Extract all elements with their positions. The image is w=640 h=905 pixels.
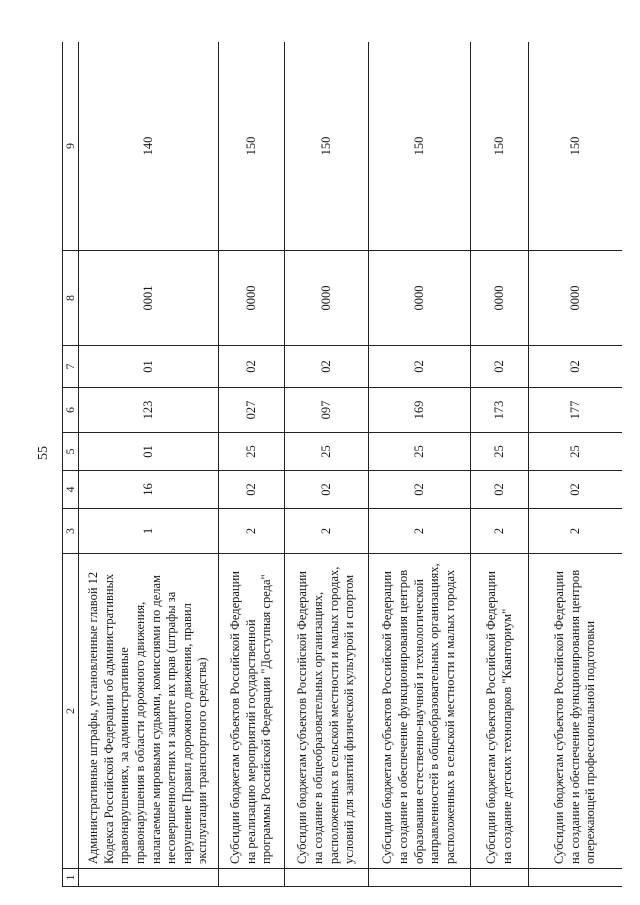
table-row — [471, 42, 529, 887]
table-row — [369, 42, 471, 887]
cell-col-9: 150 — [285, 42, 369, 251]
header-col-7: 7 — [63, 346, 79, 388]
cell-col-8: 0000 — [219, 251, 285, 346]
header-col-2: 2 — [63, 554, 79, 869]
cell-col-1 — [285, 869, 369, 887]
table-row — [219, 42, 285, 887]
header-col-4: 4 — [63, 471, 79, 509]
cell-col-7: 02 — [471, 346, 529, 388]
cell-col-8: 0000 — [369, 251, 471, 346]
cell-col-3: 2 — [529, 509, 623, 554]
cell-col-6: 097 — [285, 388, 369, 433]
cell-name: Субсидии бюджетам субъектов Российской Федерации на создание в общеобразовательных организациях, расположенных в сельской местности и малых городах, условий для занятий физической культурой и спортом — [285, 554, 369, 869]
cell-col-9: 150 — [471, 42, 529, 251]
table-row — [79, 42, 219, 887]
cell-name: Субсидии бюджетам субъектов Российской Федерации на создание и обеспечение функционирования центров опережающей профессиональной подготовки — [529, 554, 623, 869]
table-body — [79, 42, 623, 887]
cell-col-4: 02 — [285, 471, 369, 509]
cell-col-6: 173 — [471, 388, 529, 433]
header-col-6: 6 — [63, 388, 79, 433]
cell-name: Субсидии бюджетам субъектов Российской Федерации на создание и обеспечение функционирования центров образования естественно-научной и технологической направленностей в общеобразовательных организациях, расположенных в сельской местности и малых городах — [369, 554, 471, 869]
cell-col-8: 0001 — [79, 251, 219, 346]
cell-col-1 — [529, 869, 623, 887]
cell-col-4: 02 — [471, 471, 529, 509]
cell-col-9: 140 — [79, 42, 219, 251]
cell-col-6: 169 — [369, 388, 471, 433]
cell-col-7: 02 — [219, 346, 285, 388]
cell-col-8: 0000 — [529, 251, 623, 346]
cell-col-6: 027 — [219, 388, 285, 433]
table-row — [285, 42, 369, 887]
header-col-3: 3 — [63, 509, 79, 554]
cell-col-5: 25 — [219, 433, 285, 471]
page-number: 55 — [36, 446, 51, 460]
cell-col-5: 25 — [285, 433, 369, 471]
cell-col-3: 2 — [285, 509, 369, 554]
cell-col-3: 2 — [219, 509, 285, 554]
cell-col-7: 02 — [285, 346, 369, 388]
cell-col-1 — [369, 869, 471, 887]
cell-col-9: 150 — [369, 42, 471, 251]
cell-col-9: 150 — [529, 42, 623, 251]
cell-col-5: 25 — [529, 433, 623, 471]
budget-codes-table — [62, 42, 622, 887]
cell-name: Субсидии бюджетам субъектов Российской Федерации на создание детских технопарков "Кванториум" — [471, 554, 529, 869]
cell-col-3: 2 — [369, 509, 471, 554]
table-header — [63, 42, 79, 887]
cell-col-1 — [471, 869, 529, 887]
header-col-8: 8 — [63, 251, 79, 346]
cell-col-5: 25 — [369, 433, 471, 471]
table-row — [529, 42, 623, 887]
rotated-table-inner — [62, 42, 622, 887]
cell-col-5: 01 — [79, 433, 219, 471]
cell-col-7: 01 — [79, 346, 219, 388]
cell-col-4: 16 — [79, 471, 219, 509]
cell-col-8: 0000 — [285, 251, 369, 346]
cell-col-6: 123 — [79, 388, 219, 433]
cell-col-5: 25 — [471, 433, 529, 471]
cell-name: Административные штрафы, установленные главой 12 Кодекса Российской Федерации об административных правонарушениях, за административные правонарушения в области дорожного движения, налагаемые мировыми судьями, комиссиями по делам несовершеннолетних и защите их прав (штрафы за нарушение Правил дорожного движения, правил эксплуатации транспортного средства) — [79, 554, 219, 869]
cell-name: Субсидии бюджетам субъектов Российской Федерации на реализацию мероприятий государственной программы Российской Федерации "Доступная среда" — [219, 554, 285, 869]
cell-col-6: 177 — [529, 388, 623, 433]
rotated-table-frame — [62, 42, 622, 887]
cell-col-4: 02 — [219, 471, 285, 509]
header-col-9: 9 — [63, 42, 79, 251]
header-col-5: 5 — [63, 433, 79, 471]
cell-col-1 — [79, 869, 219, 887]
cell-col-3: 1 — [79, 509, 219, 554]
header-col-1: 1 — [63, 869, 79, 887]
cell-col-8: 0000 — [471, 251, 529, 346]
cell-col-7: 02 — [529, 346, 623, 388]
cell-col-3: 2 — [471, 509, 529, 554]
cell-col-4: 02 — [369, 471, 471, 509]
cell-col-1 — [219, 869, 285, 887]
cell-col-4: 02 — [529, 471, 623, 509]
cell-col-9: 150 — [219, 42, 285, 251]
cell-col-7: 02 — [369, 346, 471, 388]
